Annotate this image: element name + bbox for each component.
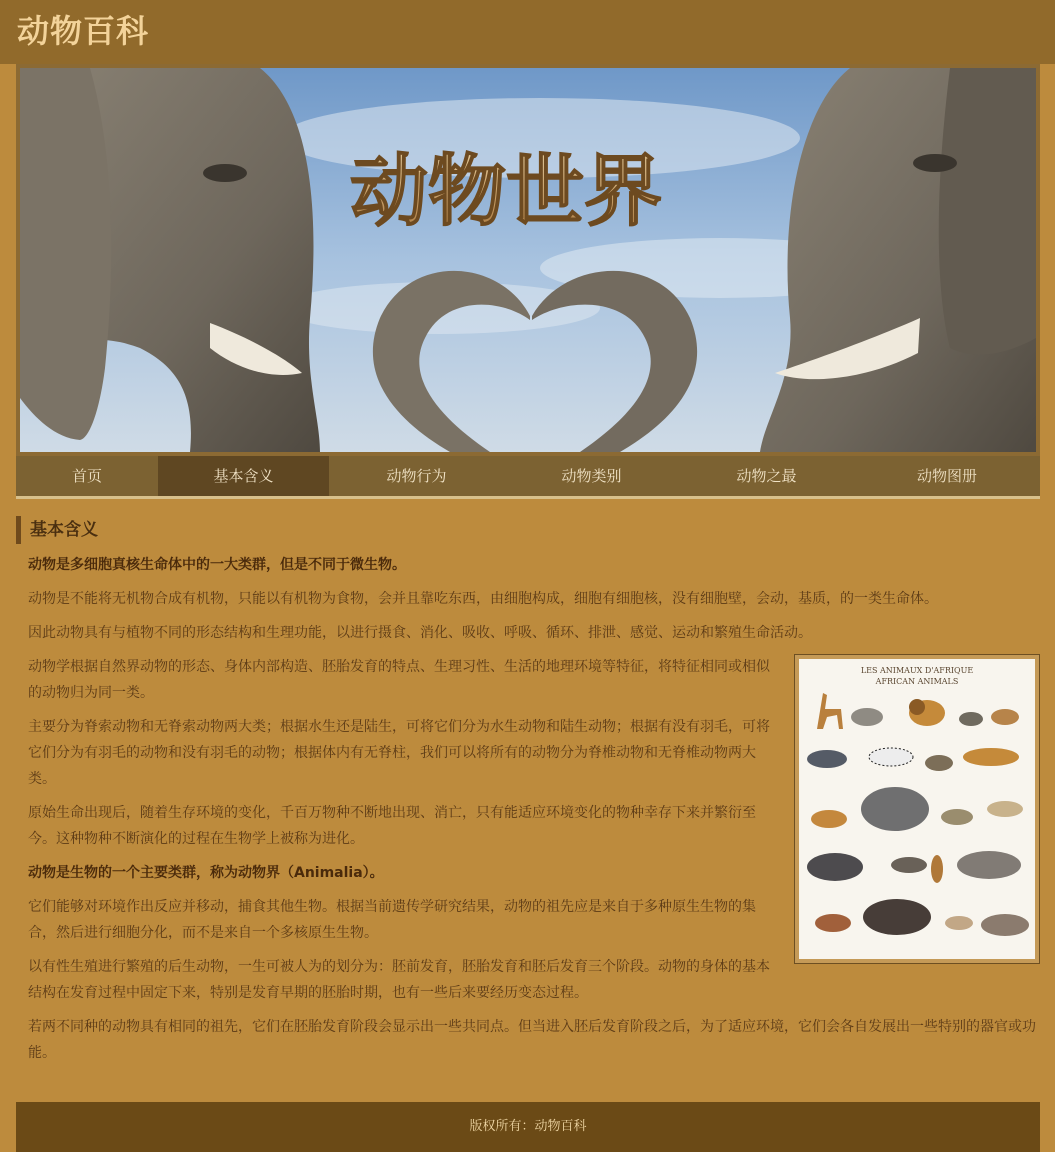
poster-title-line2: AFRICAN ANIMALS: [875, 677, 959, 686]
section-title: 基本含义: [16, 516, 1040, 544]
paragraph: 它们能够对环境作出反应并移动，捕食其他生物。根据当前遗传学研究结果，动物的祖先应是来自于多种原生生物的集合，然后进行细胞分化，而不是来自一个多核原生生物。: [28, 899, 756, 941]
nav-item-categories[interactable]: 动物类别: [561, 467, 622, 485]
banner-image: [16, 64, 1040, 456]
article-body: [16, 552, 1040, 1066]
nav-item-behavior[interactable]: 动物行为: [386, 467, 447, 485]
african-animals-illustration: [799, 659, 1035, 959]
poster-title-line1: LES ANIMAUX D'AFRIQUE: [860, 666, 974, 675]
nav-item-basic-meaning[interactable]: 基本含义: [158, 456, 329, 496]
nav-item-home[interactable]: 首页: [71, 467, 102, 485]
site-header: [0, 0, 1055, 64]
paragraph: 动物是多细胞真核生命体中的一大类群，但是不同于微生物。: [28, 557, 406, 573]
paragraph: 动物学根据自然界动物的形态、身体内部构造、胚胎发育的特点、生理习性、生活的地理环境等特征，将特征相同或相似的动物归为同一类。: [28, 659, 770, 701]
paragraph: 若两不同种的动物具有相同的祖先，它们在胚胎发育阶段会显示出一些共同点。但当进入胚后发育阶段之后，为了适应环境，它们会各自发展出一些特别的器官或功能。: [28, 1019, 1036, 1061]
african-animals-poster: [799, 659, 1035, 959]
copyright-text: 版权所有：动物百科: [469, 1119, 587, 1134]
paragraph: 动物是不能将无机物合成有机物，只能以有机物为食物，会并且靠吃东西，由细胞构成，细胞有细胞核，没有细胞壁，会动，基质，的一类生命体。: [28, 591, 938, 607]
nav-item-gallery[interactable]: 动物图册: [916, 467, 977, 485]
paragraph: 因此动物具有与植物不同的形态结构和生理功能，以进行摄食、消化、吸收、呼吸、循环、排泄、感觉、运动和繁殖生命活动。: [28, 625, 812, 641]
site-title[interactable]: 动物百科: [17, 12, 150, 50]
paragraph: 原始生命出现后，随着生存环境的变化，千百万物种不断地出现、消亡，只有能适应环境变化的物种幸存下来并繁衍至今。这种物种不断演化的过程在生物学上被称为进化。: [28, 805, 756, 847]
paragraph: 以有性生殖进行繁殖的后生动物，一生可被人为的划分为：胚前发育，胚胎发育和胚后发育三个阶段。动物的身体的基本结构在发育过程中固定下来，特别是发育早期的胚胎时期，也有一些后来要经历变态过程。: [28, 959, 770, 1001]
site-footer: [16, 1102, 1040, 1152]
nav-item-superlatives[interactable]: 动物之最: [736, 467, 797, 485]
main-content: [16, 516, 1040, 1074]
elephants-heart-illustration: [20, 68, 1036, 452]
african-animals-figure[interactable]: [794, 654, 1040, 964]
main-nav: [16, 456, 1040, 499]
banner-caption: 动物世界: [350, 146, 663, 237]
paragraph: 主要分为脊索动物和无脊索动物两大类；根据水生还是陆生，可将它们分为水生动物和陆生动物；根据有没有羽毛，可将它们分为有羽毛的动物和没有羽毛的动物；根据体内有无脊柱，我们可以将所有的动物分为脊椎动物和无脊椎动物两大类。: [28, 719, 770, 787]
paragraph: 动物是生物的一个主要类群，称为动物界（Animalia）。: [28, 865, 384, 881]
